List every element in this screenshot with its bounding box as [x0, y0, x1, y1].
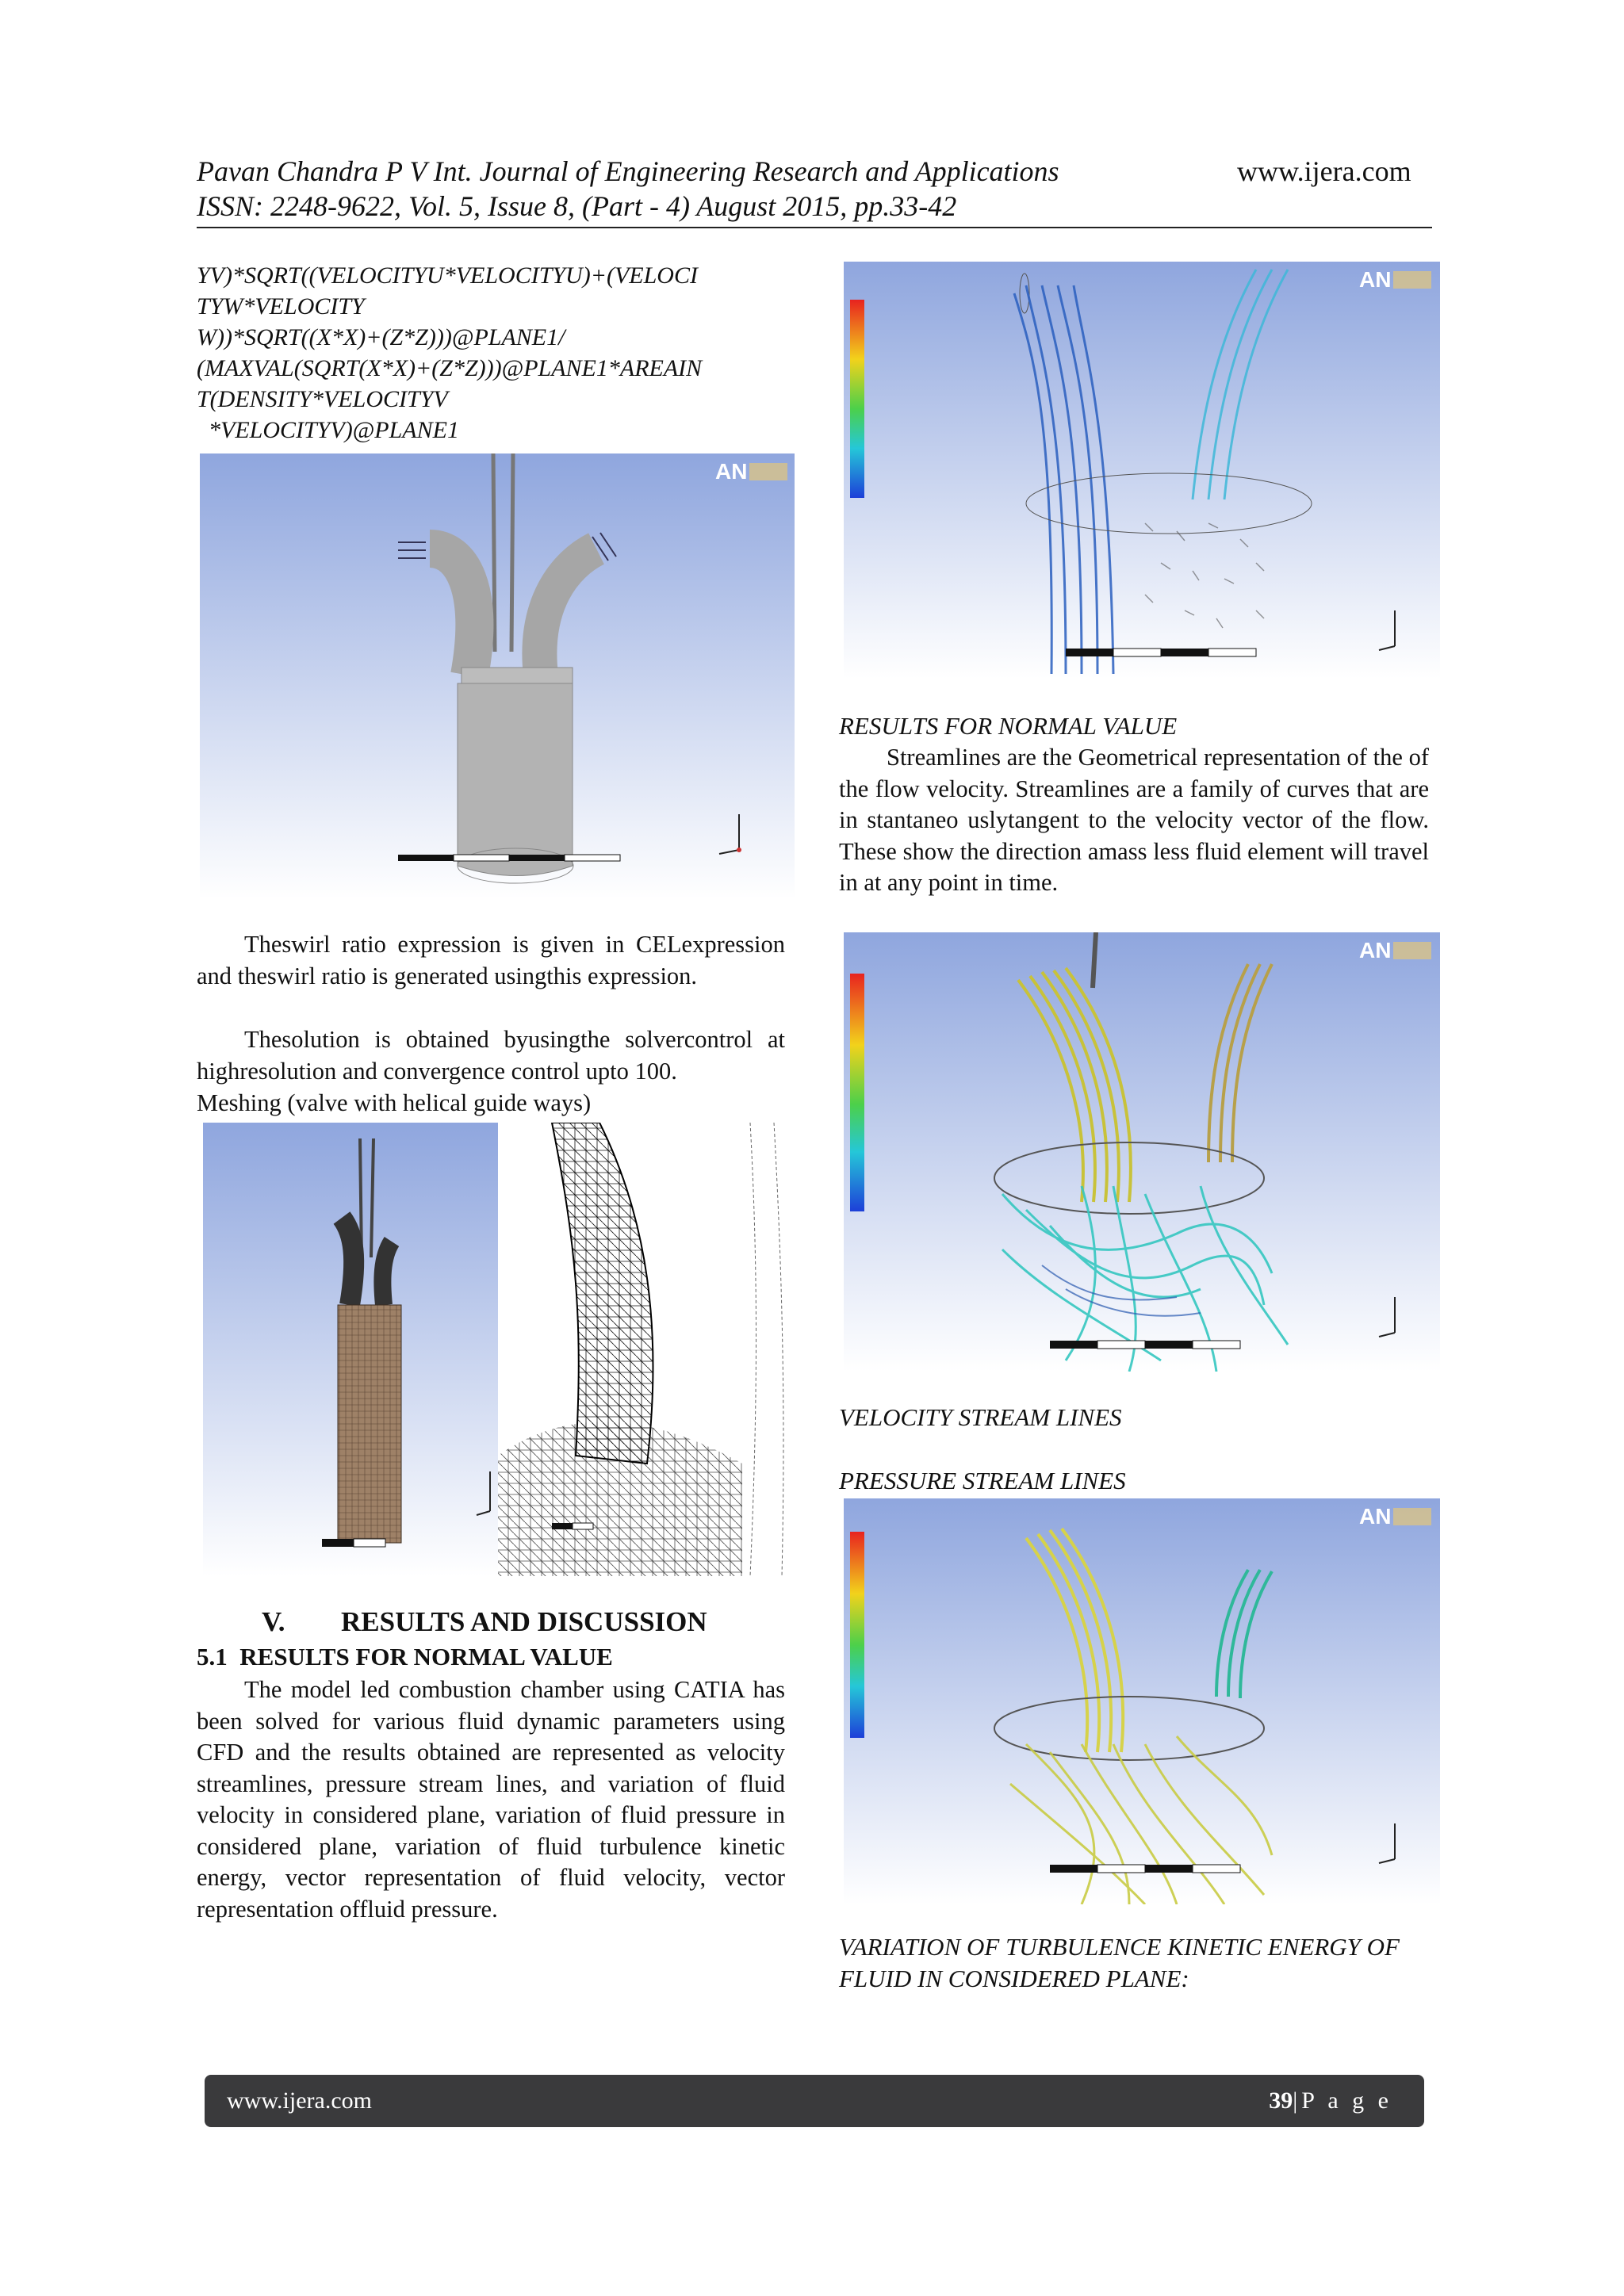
header-divider	[197, 227, 1432, 228]
expression-line: YV)*SQRT((VELOCITYU*VELOCITYU)+(VELOCI	[197, 262, 698, 289]
expression-line: *VELOCITYV)@PLANE1	[197, 417, 459, 443]
solution-paragraph-text: Thesolution is obtained byusingthe solvercontrol at highresolution and convergence control upto 100.	[197, 1026, 785, 1085]
results-normal-heading: RESULTS FOR NORMAL VALUE	[839, 712, 1178, 740]
page-number: 39	[1269, 2087, 1293, 2114]
color-legend-bar	[850, 974, 864, 1211]
streamlines-paragraph	[839, 742, 1429, 899]
meshing-label: Meshing (valve with helical guide ways)	[197, 1089, 592, 1116]
ansys-logo-text: AN	[1359, 267, 1392, 292]
pressure-streamlines-caption: PRESSURE STREAM LINES	[839, 1467, 1126, 1494]
expression-line: TYW*VELOCITY	[197, 293, 365, 320]
meshing-figure	[203, 1123, 796, 1576]
streamlines-paragraph-text: Streamlines are the Geometrical representation of the of the flow velocity. Streamlines are a family of curves that are in stantaneo uslytangent to the velocity vector of the flow. These show the direction amass less fluid element will travel in at any point in time.	[839, 744, 1429, 896]
ansys-logo-text: AN	[1359, 938, 1392, 962]
color-legend-bar	[850, 1532, 864, 1738]
page-word: |P a g e	[1293, 2087, 1392, 2114]
ansys-logo-text: AN	[715, 459, 748, 484]
scale-bar	[398, 855, 620, 861]
swirl-paragraph	[197, 929, 785, 992]
turbulence-vector-figure	[844, 262, 1440, 679]
results-paragraph	[197, 1674, 785, 1925]
section-title: RESULTS AND DISCUSSION	[341, 1606, 707, 1637]
results-paragraph-text: The model led combustion chamber using CATIA has been solved for various fluid dynamic parameters using CFD and the results obtained are represented as velocity streamlines, pressure stream lines, and variation of fluid velocity in considered plane, variation of fluid pressure in considered plane, variation of fluid turbulence kinetic energy, vector representation of fluid velocity, vector representation offluid pressure.	[197, 1676, 785, 1923]
turbulence-caption: VARIATION OF TURBULENCE KINETIC ENERGY OF FLUID IN CONSIDERED PLANE:	[839, 1933, 1400, 1992]
solution-paragraph	[197, 1024, 785, 1087]
swirl-expression-block	[197, 260, 791, 446]
expression-line: W))*SQRT((X*X)+(Z*Z)))@PLANE1/	[197, 324, 565, 350]
subsection-title: 5.1 RESULTS FOR NORMAL VALUE	[197, 1643, 613, 1670]
ansys-logo-text: AN	[1359, 1504, 1392, 1529]
pressure-streamlines-figure	[844, 1498, 1440, 1904]
combustion-chamber-geometry-figure	[200, 453, 795, 899]
journal-website[interactable]: www.ijera.com	[1237, 155, 1411, 187]
velocity-streamlines-figure	[844, 932, 1440, 1372]
section-number: V.	[262, 1606, 285, 1637]
swirl-paragraph-text: Theswirl ratio expression is given in CELexpression and theswirl ratio is generated usingthis expression.	[197, 931, 785, 989]
velocity-streamlines-caption: VELOCITY STREAM LINES	[839, 1403, 1122, 1431]
expression-line: (MAXVAL(SQRT(X*X)+(Z*Z)))@PLANE1*AREAIN	[197, 355, 703, 381]
expression-line: T(DENSITY*VELOCITYV	[197, 386, 448, 412]
color-legend-bar	[850, 300, 864, 498]
page-footer	[205, 2075, 1424, 2127]
footer-website[interactable]: www.ijera.com	[227, 2087, 372, 2114]
journal-citation-line2: ISSN: 2248-9622, Vol. 5, Issue 8, (Part - 4) August 2015, pp.33-42	[197, 190, 957, 222]
journal-citation-line1: Pavan Chandra P V Int. Journal of Engineering Research and Applications	[197, 155, 1059, 187]
page-number-label	[1269, 2087, 1392, 2114]
